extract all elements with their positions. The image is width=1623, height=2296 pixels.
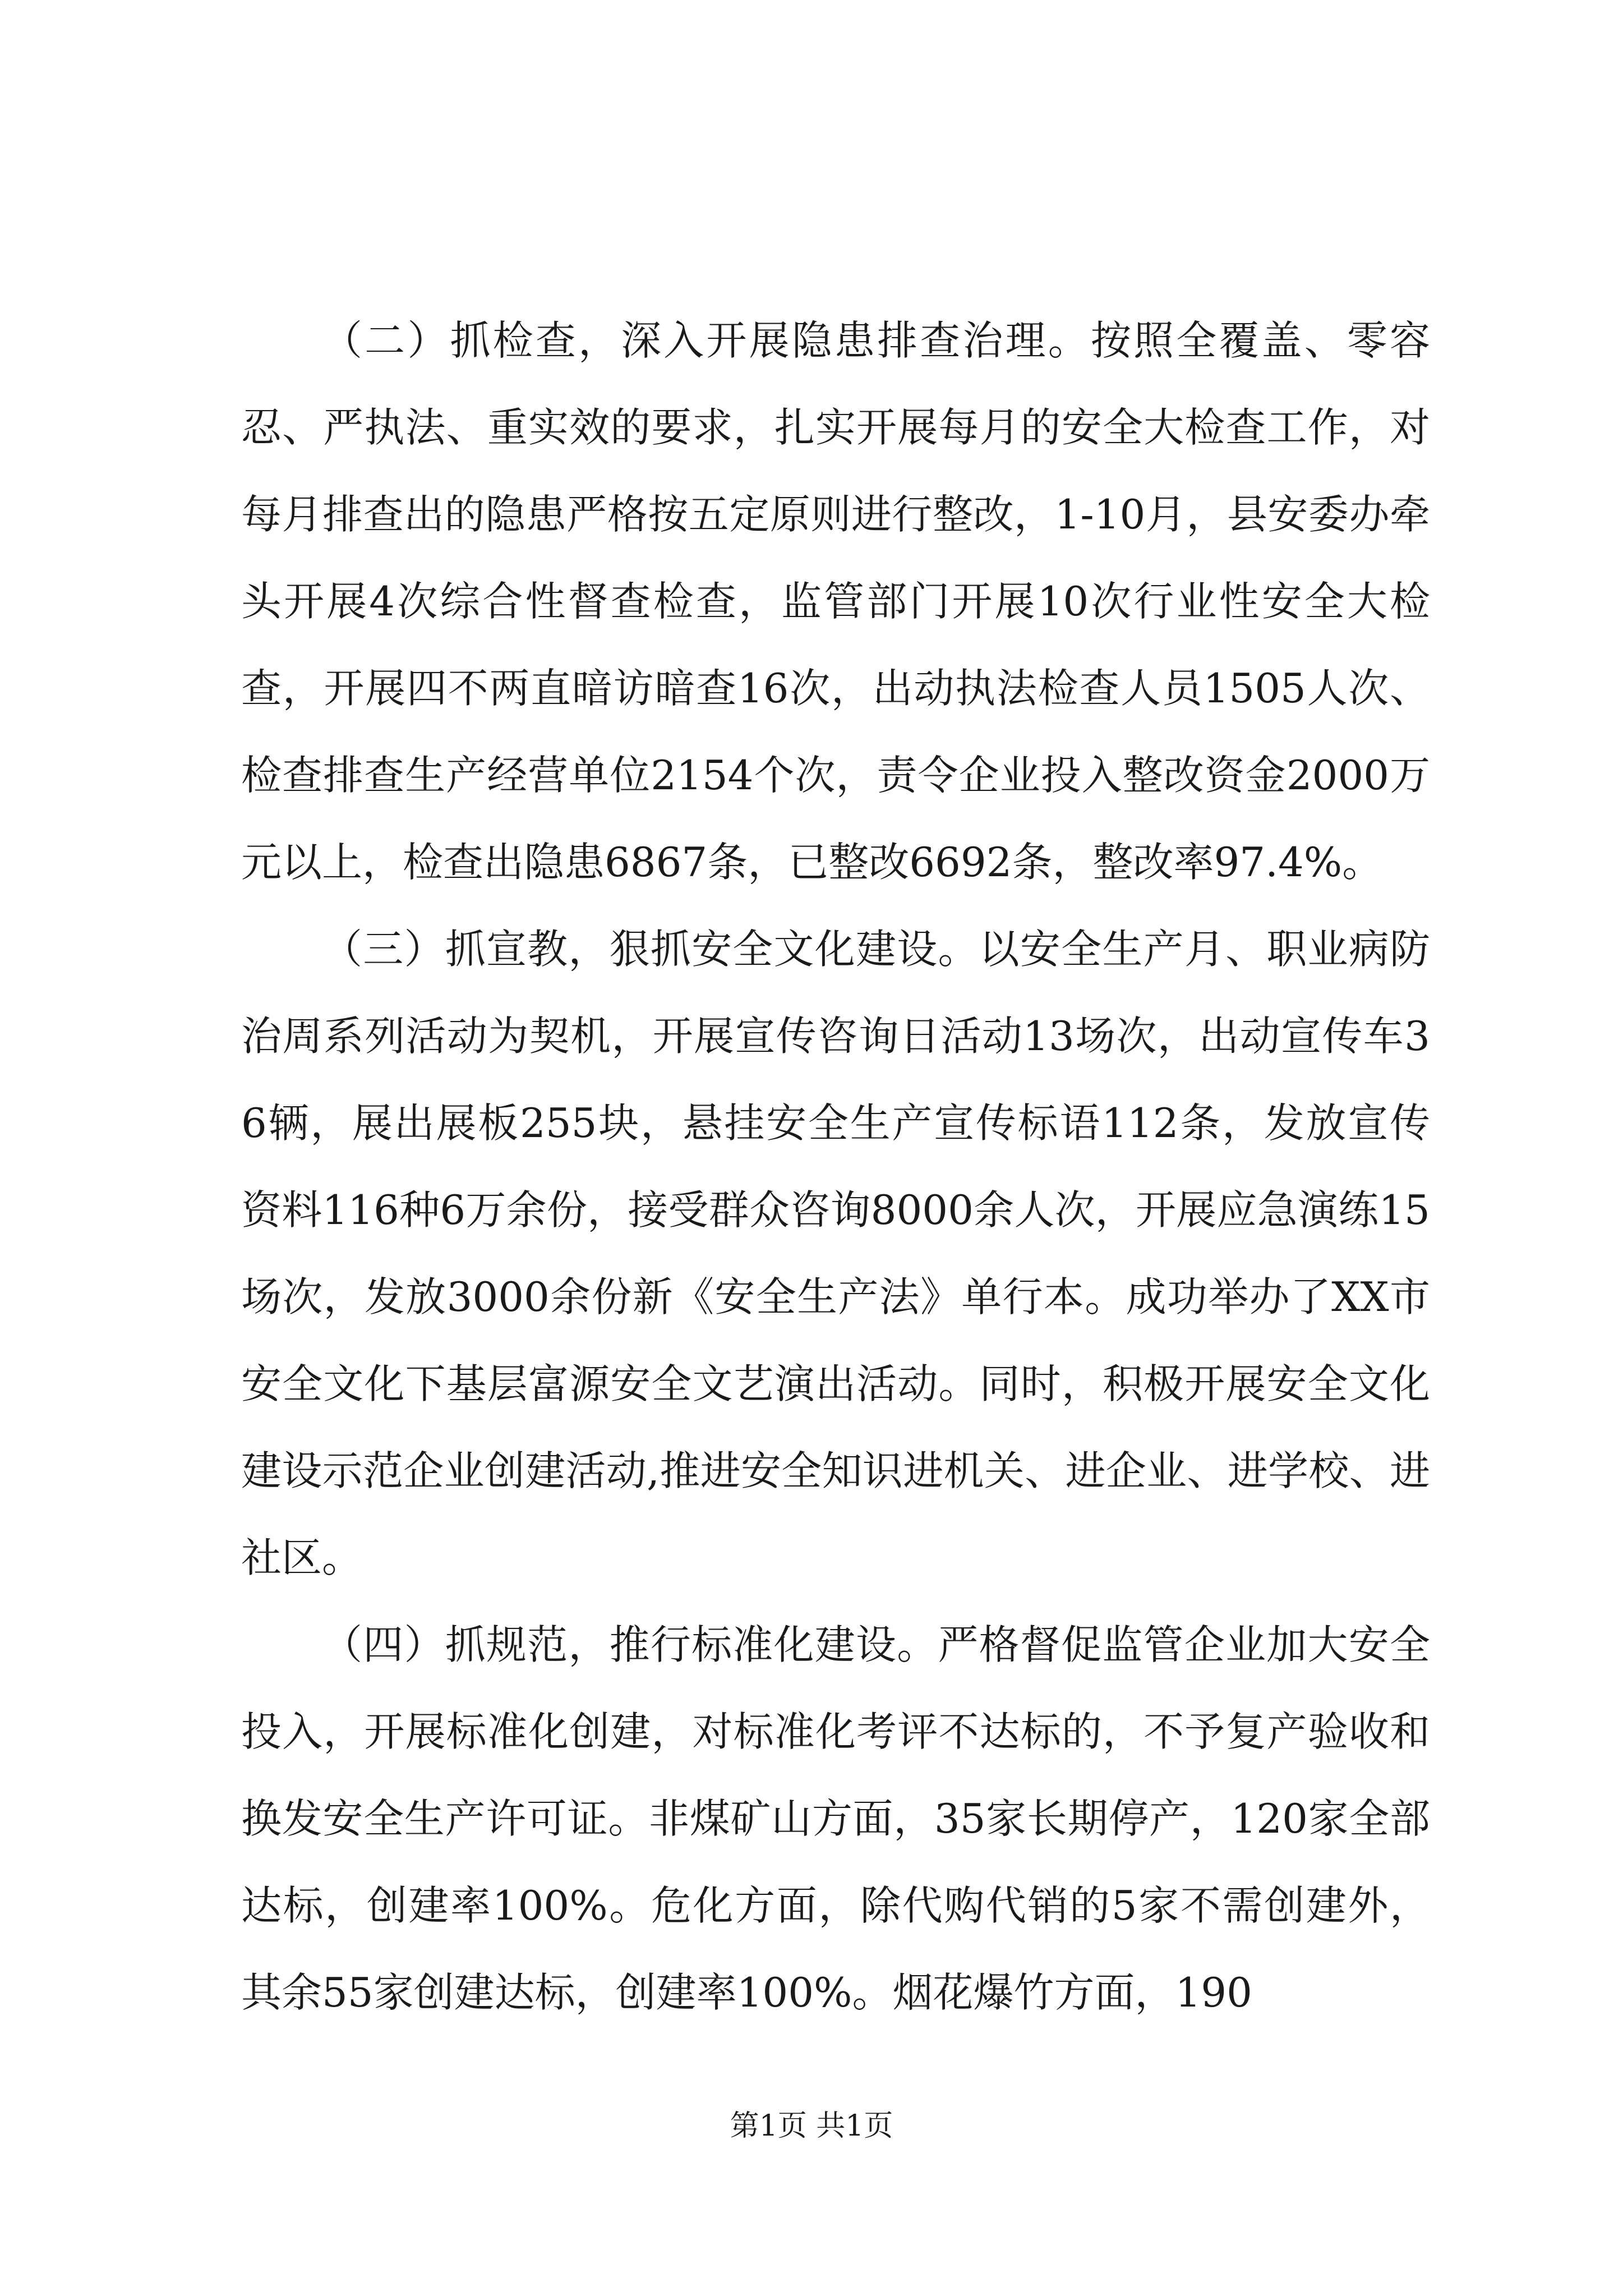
paragraph-inspection: （二）抓检查，深入开展隐患排查治理。按照全覆盖、零容忍、严执法、重实效的要求，扎实开展每月的安全大检查工作，对每月排查出的隐患严格按五定原则进行整改，1-10月，县安委办牵头开展4次综合性督查检查，监管部门开展10次行业性安全大检查，开展四不两直暗访暗查16次，出动执法检查人员1505人次、检查排查生产经营单位2154个次，责令企业投入整改资金2000万元以上，检查出隐患6867条，已整改6692条，整改率97.4%。 <box>241 317 1430 886</box>
paragraph-publicity: （三）抓宣教，狠抓安全文化建设。以安全生产月、职业病防治周系列活动为契机，开展宣传咨询日活动13场次，出动宣传车36辆，展出展板255块，悬挂安全生产宣传标语112条，发放宣传资料116种6万余份，接受群众咨询8000余人次，开展应急演练15场次，发放3000余份新《安全生产法》单行本。成功举办了XX市安全文化下基层富源安全文艺演出活动。同时，积极开展安全文化建设示范企业创建活动,推进安全知识进机关、进企业、进学校、进社区。 <box>241 926 1430 1581</box>
page-footer: 第1页 共1页 <box>730 2109 893 2143</box>
document-body <box>241 297 1430 2036</box>
paragraph-standardization: （四）抓规范，推行标准化建设。严格督促监管企业加大安全投入，开展标准化创建，对标准化考评不达标的，不予复产验收和换发安全生产许可证。非煤矿山方面，35家长期停产，120家全部达标，创建率100%。危化方面，除代购代销的5家不需创建外，其余55家创建达标，创建率100%。烟花爆竹方面，190 <box>241 1621 1430 2016</box>
